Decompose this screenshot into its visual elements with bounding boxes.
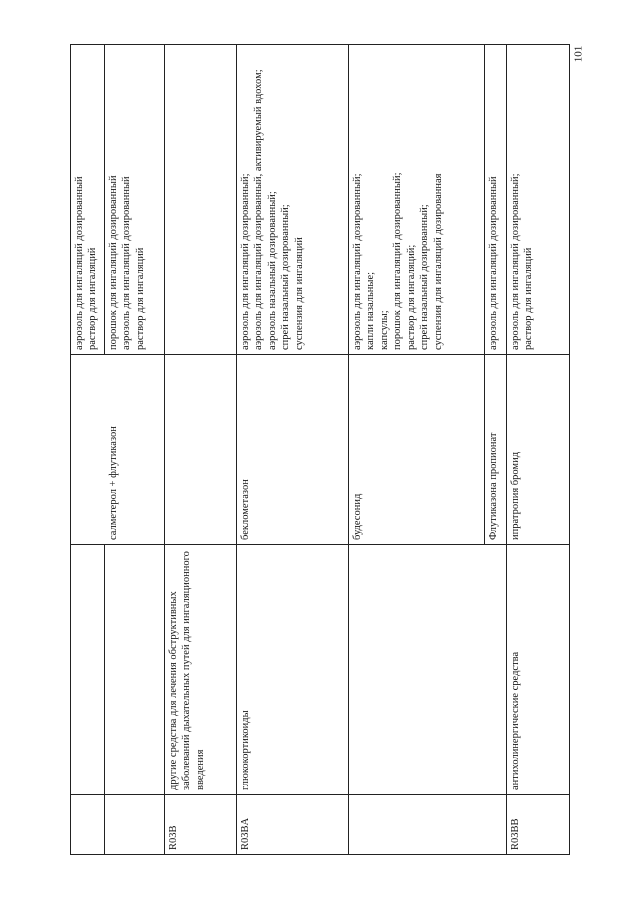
form-line: аэрозоль для ингаляций дозированный; (240, 173, 251, 350)
form-line: аэрозоль для ингаляций дозированный (488, 176, 499, 350)
table-row (485, 45, 507, 855)
atc-code-cell: R03B (165, 795, 237, 855)
form-line: порошок для ингаляций дозированный; (392, 172, 404, 350)
form-line: суспензия для ингаляций (293, 237, 305, 350)
substance-cell: салметерол + флутиказон (105, 355, 165, 545)
group-cell: глюкокортикоиды (237, 545, 349, 795)
group-cell (349, 545, 485, 795)
substance-cell: беклометазон (237, 355, 349, 545)
form-line: раствор для ингаляций (134, 247, 146, 350)
table-row (71, 45, 105, 855)
atc-code-cell (349, 795, 485, 855)
table-row (349, 45, 485, 855)
form-line: раствор для ингаляций (87, 247, 99, 350)
form-line: аэрозоль для ингаляций дозированный (74, 176, 85, 350)
group-cell (485, 545, 507, 795)
form-line: аэрозоль для ингаляций дозированный; (352, 173, 363, 350)
form-line: капсулы; (378, 310, 390, 350)
group-cell: другие средства для лечения обструктивных заболеваний дыхательных путей для ингаляционного введения (165, 545, 237, 795)
form-line: суспензия для ингаляций дозированная (432, 173, 444, 350)
group-cell: антихолинергические средства (507, 545, 570, 795)
table-row (165, 45, 237, 855)
group-cell (105, 545, 165, 795)
atc-code-cell: R03BB (507, 795, 570, 855)
forms-cell (349, 45, 485, 355)
forms-cell (485, 45, 507, 355)
form-line: раствор для ингаляций (523, 247, 535, 350)
page-number: 101 (572, 45, 585, 63)
group-cell (71, 545, 105, 795)
substance-cell: ипратропия бромид (507, 355, 570, 545)
atc-code-cell: R03BA (237, 795, 349, 855)
forms-cell (105, 45, 165, 355)
forms-cell (165, 45, 237, 355)
forms-cell (507, 45, 570, 355)
forms-cell (237, 45, 349, 355)
table-row (105, 45, 165, 855)
substance-cell: будесонид (349, 355, 485, 545)
form-line: раствор для ингаляций; (405, 244, 417, 350)
form-line: капли назальные; (365, 271, 377, 350)
form-line: аэрозоль для ингаляций дозированный (121, 176, 133, 350)
form-line: порошок для ингаляций дозированный (108, 175, 119, 350)
atc-code-cell (71, 795, 105, 855)
substance-cell: Флутиказона пропионат (485, 355, 507, 545)
table-row (237, 45, 349, 855)
drug-list-table (70, 44, 570, 855)
form-line: аэрозоль для ингаляций дозированный, активируемый вдохом; (253, 69, 265, 350)
atc-code-cell (485, 795, 507, 855)
forms-cell (71, 45, 105, 355)
table-row (507, 45, 570, 855)
form-line: аэрозоль для ингаляций дозированный; (510, 173, 521, 350)
form-line: аэрозоль назальный дозированный; (266, 191, 278, 350)
substance-cell (71, 355, 105, 545)
rotated-table-container (70, 45, 570, 855)
form-line: спрей назальный дозированный; (419, 204, 431, 350)
atc-code-cell (105, 795, 165, 855)
form-line: спрей назальный дозированный; (280, 204, 292, 350)
substance-cell (165, 355, 237, 545)
